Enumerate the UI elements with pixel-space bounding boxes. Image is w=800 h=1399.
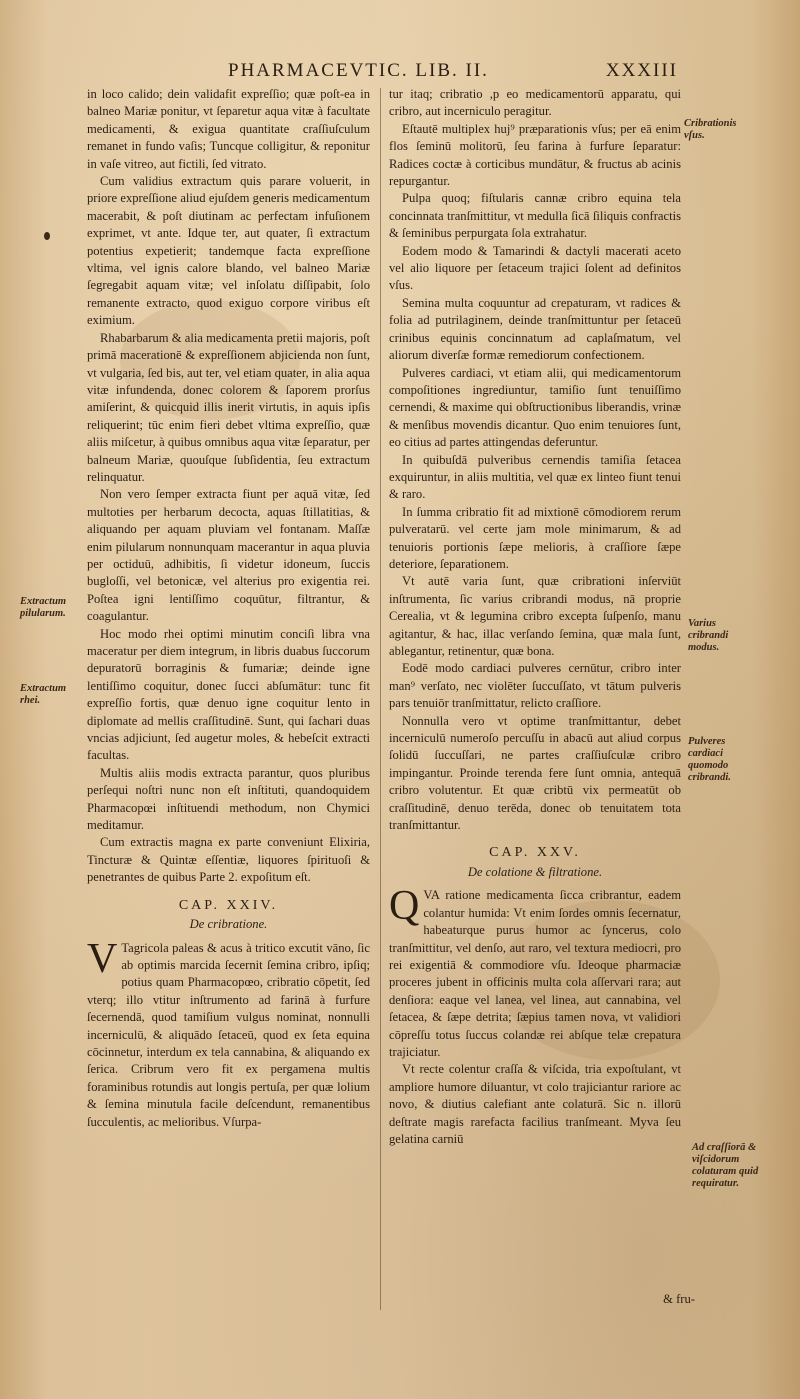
paragraph: In ſumma cribratio fit ad mixtionē cōmodiorem rerum pulveratarū. vel certe jam mole minimarum, & ad tenuioris portionis ſæpe melioris, à craſſiore ſæpe deteriore, ſeparationem. bbox=[389, 504, 681, 571]
paragraph: Eodem modo & Tamarindi & dactyli macerati aceto vel alio liquore per ſetaceum trajici ſolent ad definitos vſus. bbox=[389, 243, 681, 293]
paragraph: Multis aliis modis extracta parantur, quos pluribus perſequi noſtri nunc non eſt inſtituti, quandoquidem Pharmacopœi inſtituendi methodum, non Chymici meditamur. bbox=[87, 765, 370, 833]
paragraph: Pulveres cardiaci, vt etiam alii, qui medicamentorum compoſitiones ingrediuntur, tamiſio ſunt tenuiſſimo cernendi, & maxime qui obſtructionibus liberandis, vrinæ & menſibus movendis dicantur. Quo enim tenuiores ſunt, eo citius ad partes attingendas deferuntur. bbox=[389, 365, 681, 450]
margin-note: Pulveres cardiaci quomodo cribrandi. bbox=[688, 736, 731, 783]
margin-note: Varius cribrandi modus. bbox=[688, 618, 729, 653]
paragraph: in loco calido; dein validafit expreſſio; quæ poſt-ea in balneo Mariæ ponitur, vt ſeparetur aqua vitæ à facultate medicamenti, & exigua quantitate craſſiuſculum remanet in fundo vaſis; Tuncque colligitur, & reponitur in vaſe vitreo, aut fictili, ſed vitrato. bbox=[87, 87, 370, 171]
paragraph: Vt autē varia ſunt, quæ cribrationi inſerviūt inſtrumenta, ſic varius cribrandi modus, nā proprie Cerealia, vt & legumina cribro excepta ſuſpenſo, manu agitantur, & hac, illac verſando ſemina, quæ mala ſunt, ablegantur, retinentur, quæ bona. bbox=[389, 574, 681, 658]
paragraph-text: Tagricola paleas & acus à tritico excutit vāno, ſic ab optimis marcida ſecernit ſemina cribro, ipſiq; potius quam Pharmacopœo, cribratio cōpetit, ſed vterq; illo vtitur inſtrumento ad farinā à furfure ſecernendā, quod tamiſium vulgus nominat, nonnulli incerniculū, & aliquādo ſetaceū, quod ex ſeta equina cōcinnetur, interdum ex tela cannabina, & aliquando ex ſerica. Cribrum vero fit ex pergamena multis foraminibus rotundis aut longis pertuſa, per quæ lolium & ſemina minutula facile deſcendunt, remanentibus ſucculentis, ac melioribus. Vſurpa- bbox=[87, 940, 370, 1129]
chapter-subtitle: De colatione & filtratione. bbox=[467, 864, 603, 879]
left-column bbox=[87, 86, 370, 1131]
chapter-heading: CAP. XXV. bbox=[489, 845, 581, 861]
paragraph: Non vero ſemper extracta fiunt per aquā vitæ, ſed multoties per herbarum decocta, aquas ſtillatitias, & aliquando per aquam pluviam vel fontanam. Maſſæ enim pilularum nonnunquam macerantur in aqua pluvia per octiduū, adhibitis, ſi videtur idoneum, ſuccis bugloſſi, vel betonicæ, vel alterius pro exigentia rei. Poſtea igni lentiſſimo coquūtur, filtrantur, & coagulantur. bbox=[87, 487, 370, 624]
paragraph: Semina multa coquuntur ad crepaturam, vt radices & folia ad putrilaginem, deinde tranſmittuntur per ſetaceū crinibus equinis concinnatum ad caplaſmatum, vel aliorum diverſæ formæ remediorum confectionem. bbox=[389, 295, 681, 363]
catchword: & fru- bbox=[663, 1292, 695, 1306]
chapter-subtitle: De cribratione. bbox=[189, 917, 268, 932]
paragraph: Nonnulla vero vt optime tranſmittantur, debet incerniculū numeroſo percuſſu in abacū aut aliud corpus ſolidū ſuccuſſari, ne partes craſſiuſculæ cribro impingantur. Proinde terenda fere ſunt omnia, antequā cribro volutentur. Et quæ cribtū vix permeatūt ob craſſitudinē, denuo terēda, donec ob tenuitatem tota tranſmittantur. bbox=[389, 713, 681, 833]
paragraph: tur itaq; cribratio ,p eo medicamentorū apparatu, qui cribro, aut incerniculo peragitur. bbox=[389, 87, 681, 119]
ink-blot bbox=[44, 232, 50, 240]
paragraph: Cum extractis magna ex parte conveniunt Elixiria, Tincturæ & Quintæ eſſentiæ, liquores ſpirituoſi & penetrantes de quibus Parte 2. expoſitum eſt. bbox=[87, 835, 370, 885]
paragraph-with-dropcap bbox=[87, 935, 370, 1131]
chapter-heading: CAP. XXIV. bbox=[178, 897, 279, 913]
page-header bbox=[0, 60, 800, 86]
paragraph: Hoc modo rhei optimi minutim conciſi libra vna maceratur per diem integrum, in libris duabus ſuccorum depuratorū borraginis & fumariæ; deinde igne lentiſſimo coquitur, donec ſucci abſumātur: tunc fit expreſſio fortis, quæ denuo igne coquitur lento in diplomate ad mellis craſſitudinē. Sunt, qui ſachari duas vncias adjiciunt, ſed augetur moles, & hebeſcit extracti facultas. bbox=[87, 626, 370, 763]
paragraph: Rhabarbarum & alia medicamenta pretii majoris, poſt primā macerationē & expreſſionem abjicienda non ſunt, vt vulgaria, ſed bis, aut ter, vel etiam quater, in alia aqua vitæ infundenda, donec colorem & ſaporem prorſus amiſerint, & quicquid illis inerit virtutis, in aquis ipſis reliquerint; tūc enim fieri debet vltima expreſſio, quæ aliis miſcetur, à quibus omnibus aqua vitæ ſeparatur, per balneum Mariæ, quouſque ſubſidentia, ſeu extractum relinquatur. bbox=[87, 330, 370, 484]
margin-note: Extractum rhei. bbox=[20, 683, 67, 706]
margin-note: Ad craſſiorā & viſcidorum colaturam quid requiratur. bbox=[692, 1142, 759, 1189]
paragraph: Eſtautē multiplex huj⁹ præparationis vſus; per eā enim flos ſeminū molitorū, ſeu farina à furfure ſeparatur: Radices coctæ à corticibus mundātur, & fructus ab acinis repurgantur. bbox=[389, 121, 681, 189]
paragraph-text: VA ratione medicamenta ſicca cribrantur, eadem colantur humida: Vt enim ſordes omnis ſecernatur, habeaturque purus humor ac ſyncerus, colo tranſmittitur, vel denſo, aut raro, vel textura mediocri, pro rei exigentiā & commodiore vſu. Ideoque pharmaciæ proceres jubent in officinis multa cola aſſervari rara; aut denſiora: eaque vel lanea, vel linea, aut cannabina, vel ſetacea, & ſæpe detrita; ſæpius tamen nova, vt validiori cōpreſſu totus ſuccus colandæ rei abſque telæ crepatura trajiciatur. bbox=[389, 888, 681, 1059]
paragraph: In quibuſdā pulveribus cernendis tamiſia ſetacea exquiruntur, in aliis multitia, vel quæ ex linteo fiunt tenui & raro. bbox=[389, 452, 681, 502]
paragraph: Vt recte colentur craſſa & viſcida, tria expoſtulant, vt ampliore humore diluantur, vt colo trajiciantur rariore ac novo, & diutius calefiant ante colaturā. Sic n. illorū deſtrate magis rarefacta facilius tranſmeant. Myva ſeu gelatina carniū bbox=[389, 1062, 681, 1146]
paragraph: Cum validius extractum quis parare voluerit, in priore expreſſione aliud ejuſdem generis medicamentum macerabit, & poſt diutinam ac perfectam infuſionem exprimet, vt ante. Idque ter, aut quater, ſi extractum potentius expetierit; tandemque facta expreſſione vltima, vel ignis calore blando, vel balneo Mariæ ſegregabit aquam vitæ; vel inſolatu diſſipabit, ſolo remanente extracto, quod exiguo corpore viribus eſt eximium. bbox=[87, 174, 370, 328]
paragraph: Eodē modo cardiaci pulveres cernūtur, cribro inter man⁹ verſato, nec violēter ſuccuſſato, vt tātum pulveris pars tenuiōr tranſmittatur, relicto craſſiore. bbox=[389, 661, 681, 711]
column-rule bbox=[380, 88, 381, 1310]
folio-number: XXXIII bbox=[605, 60, 678, 81]
right-column bbox=[389, 86, 681, 1148]
paragraph: Pulpa quoq; fiſtularis cannæ cribro equina tela concinnata tranſmittitur, vt medulla ſicā ſiliquis confractis & ſeminibus perpurgata ſola extrahatur. bbox=[389, 191, 681, 241]
margin-note: Extractum pilularum. bbox=[20, 596, 67, 619]
drop-capital: Q bbox=[389, 883, 420, 930]
drop-capital: V bbox=[87, 935, 118, 982]
margin-note: Cribrationis vſus. bbox=[684, 118, 737, 141]
running-head: PHARMACEVTIC. LIB. II. bbox=[228, 60, 489, 81]
paragraph-with-dropcap bbox=[389, 883, 681, 1061]
